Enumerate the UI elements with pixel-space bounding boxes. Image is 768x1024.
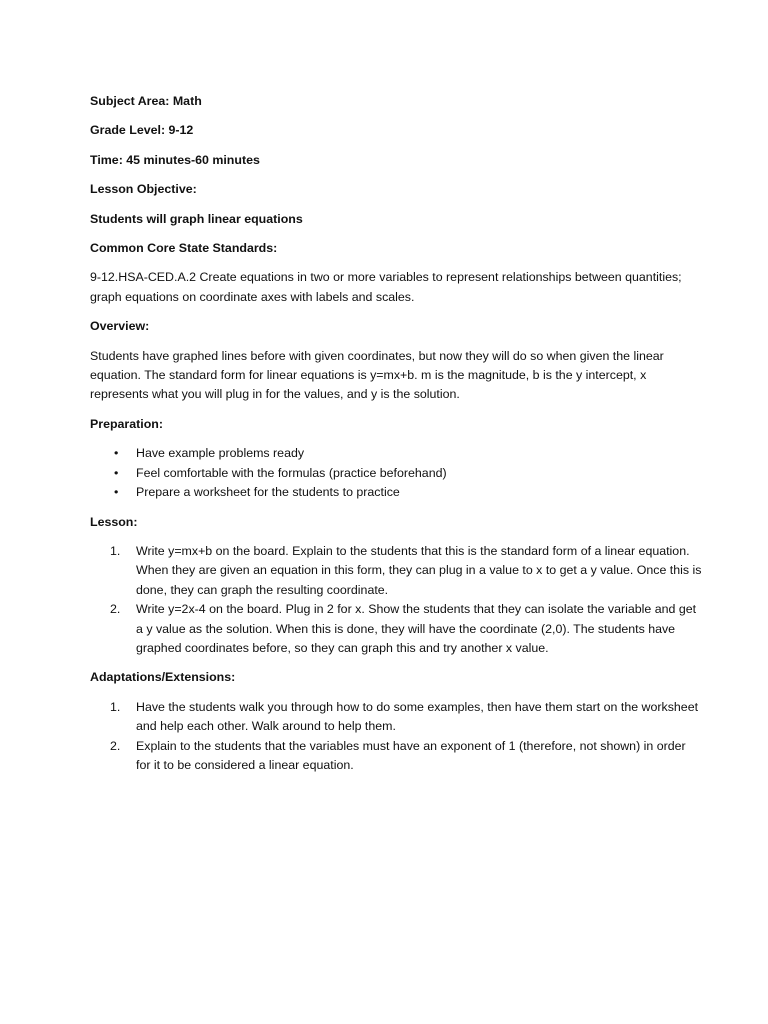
lesson-steps [90,542,702,658]
list-item [90,542,702,600]
lesson-heading: Lesson: [90,514,138,529]
standards-text: 9-12.HSA-CED.A.2 Create equations in two or more variables to represent relationships between quantities; graph equations on coordinate axes with labels and scales. [90,270,682,304]
step-number: 2. [110,738,121,753]
step-number: 1. [110,699,121,714]
list-item [90,483,702,502]
overview-heading: Overview: [90,319,150,334]
list-item [90,444,702,463]
list-item [90,600,702,658]
step-text: Write y=2x-4 on the board. Plug in 2 for x. Show the students that they can isolate the variable and get a y value as the solution. When this is done, they will have the coordinate (2,0). The students have graphed coordinates before, so they can graph this and try another x value. [136,602,697,655]
preparation-heading: Preparation: [90,416,163,431]
step-text: Explain to the students that the variables must have an exponent of 1 (therefore, not shown) in order for it to be considered a linear equation. [136,738,686,772]
step-text: Have the students walk you through how to do some examples, then have them start on the worksheet and help each other. Walk around to help them. [136,699,699,734]
bullet-marker: • [114,485,119,500]
bullet-marker: • [114,465,119,480]
list-item [90,698,702,737]
list-item-text: Have example problems ready [136,446,305,461]
adaptations-heading: Adaptations/Extensions: [90,670,236,685]
objective-heading: Lesson Objective: [90,182,197,197]
grade-level: Grade Level: 9-12 [90,123,194,138]
list-item-text: Feel comfortable with the formulas (practice beforehand) [136,465,447,480]
list-item [90,464,702,483]
overview-text: Students have graphed lines before with given coordinates, but now they will do so when given the linear equation. The standard form for linear equations is y=mx+b. m is the magnitude, b is the y intercept, x represents what you will plug in for the values, and y is the solution. [90,348,664,402]
lesson-plan-document [90,92,702,785]
bullet-marker: • [114,446,119,461]
step-number: 2. [110,602,121,617]
list-item [90,737,702,776]
list-item-text: Prepare a worksheet for the students to practice [136,485,400,500]
step-number: 1. [110,543,121,558]
subject-area: Subject Area: Math [90,94,202,108]
objective-text: Students will graph linear equations [90,211,303,226]
standards-heading: Common Core State Standards: [90,241,278,256]
preparation-list [90,444,702,502]
step-text: Write y=mx+b on the board. Explain to the students that this is the standard form of a linear equation. When they are given an equation in this form, they can plug in a value to x to get a y value. Once this is done, they can graph the resulting coordinate. [136,543,702,597]
time: Time: 45 minutes-60 minutes [90,152,260,167]
adaptations-list [90,698,702,776]
